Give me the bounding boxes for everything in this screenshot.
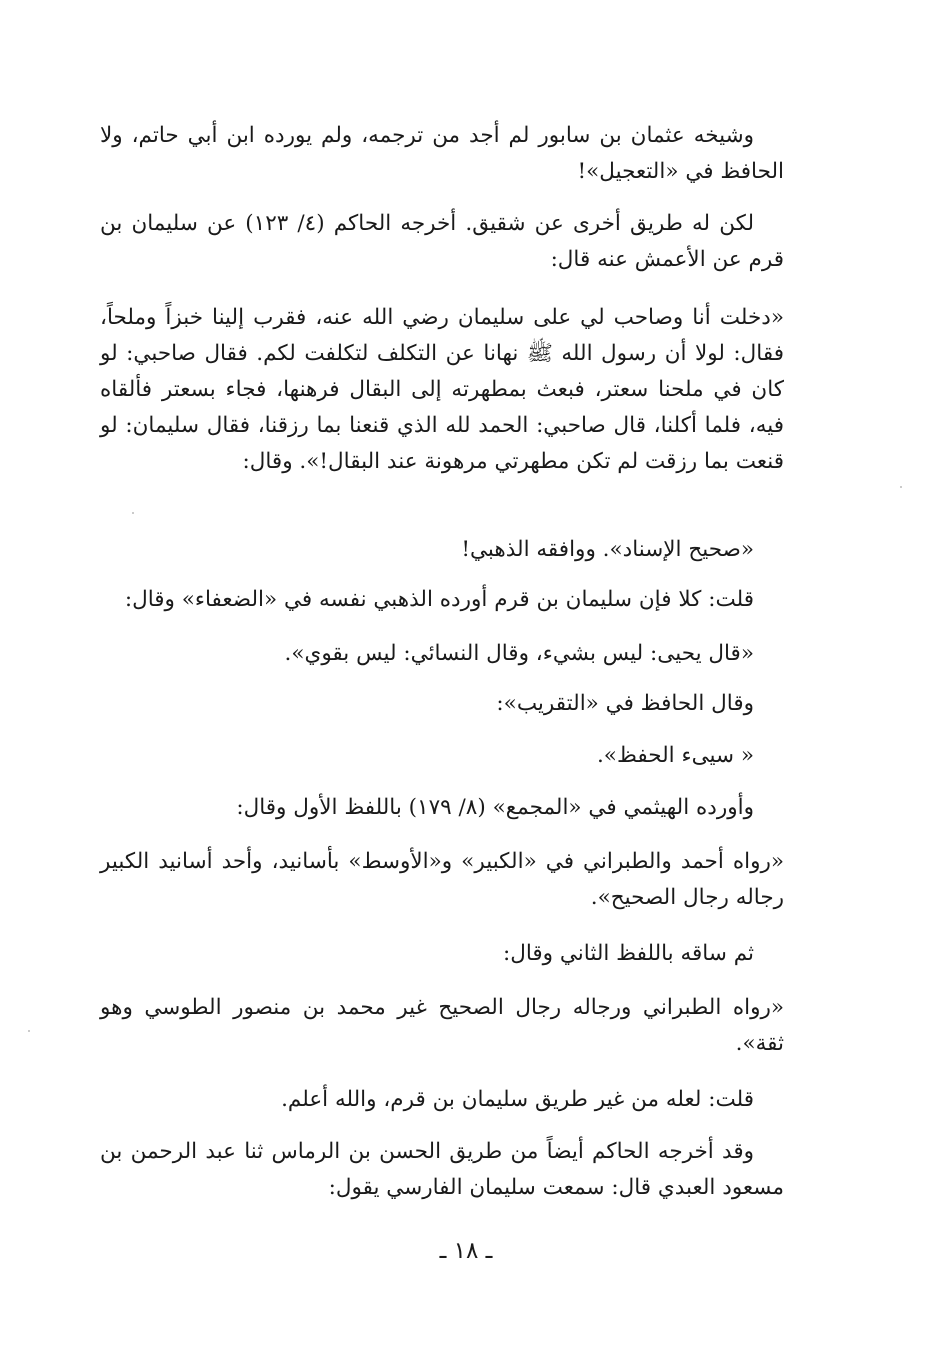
paragraph-9: وأورده الهيثمي في «المجمع» (٨/ ١٧٩) باللفظ الأول وقال: [236,794,754,820]
paragraph-8: « سيىء الحفظ». [596,742,754,768]
paper-speck [132,512,134,514]
paragraph-5: قلت: كلا فإن سليمان بن قرم أورده الذهبي نفسه في «الضعفاء» وقال: [124,586,754,612]
paper-speck [28,1030,30,1032]
paragraph-4: «صحيح الإسناد». ووافقه الذهبي! [461,536,754,562]
book-page [100,0,784,1366]
paragraph-14: وقد أخرجه الحاكم أيضاً من طريق الحسن بن الرماس ثنا عبد الرحمن بن مسعود العبدي قال: سمعت سليمان الفارسي يقول: [100,1138,784,1200]
paragraph-12: «رواه الطبراني ورجاله رجال الصحيح غير محمد بن منصور الطوسي وهو ثقة». [100,994,784,1056]
paper-speck [900,486,902,488]
paragraph-13: قلت: لعله من غير طريق سليمان بن قرم، والله أعلم. [281,1086,754,1112]
paragraph-1: وشيخه عثمان بن سابور لم أجد من ترجمه، ولم يورده ابن أبي حاتم، ولا الحافظ في «التعجيل»! [100,122,784,184]
paragraph-2: لكن له طريق أخرى عن شقيق. أخرجه الحاكم (٤/ ١٢٣) عن سليمان بن قرم عن الأعمش عنه قال: [100,210,784,272]
paragraph-6: «قال يحيى: ليس بشيء، وقال النسائي: ليس بقوي». [284,640,754,666]
page-number: ـ ١٨ ـ [439,1238,493,1264]
paragraph-7: وقال الحافظ في «التقريب»: [496,690,754,716]
paragraph-3-quote: «دخلت أنا وصاحب لي على سليمان رضي الله عنه، فقرب إلينا خبزاً وملحاً، فقال: لولا أن رسول الله ﷺ نهانا عن التكلف لتكلفت لكم. فقال صاحبي: لو كان في ملحنا سعتر، فبعث بمطهرته إلى البقال فرهنها، فجاء بسعتر فألقاه فيه، فلما أكلنا، قال صاحبي: الحمد لله الذي قنعنا بما رزقنا، فقال سليمان: لو قنعت بما رزقت لم تكن مطهرتي مرهونة عند البقال!». وقال: [100,304,784,474]
paragraph-10: «رواه أحمد والطبراني في «الكبير» و«الأوسط» بأسانيد، وأحد أسانيد الكبير رجاله رجال الصحيح». [100,848,784,910]
paragraph-11: ثم ساقه باللفظ الثاني وقال: [502,940,754,966]
